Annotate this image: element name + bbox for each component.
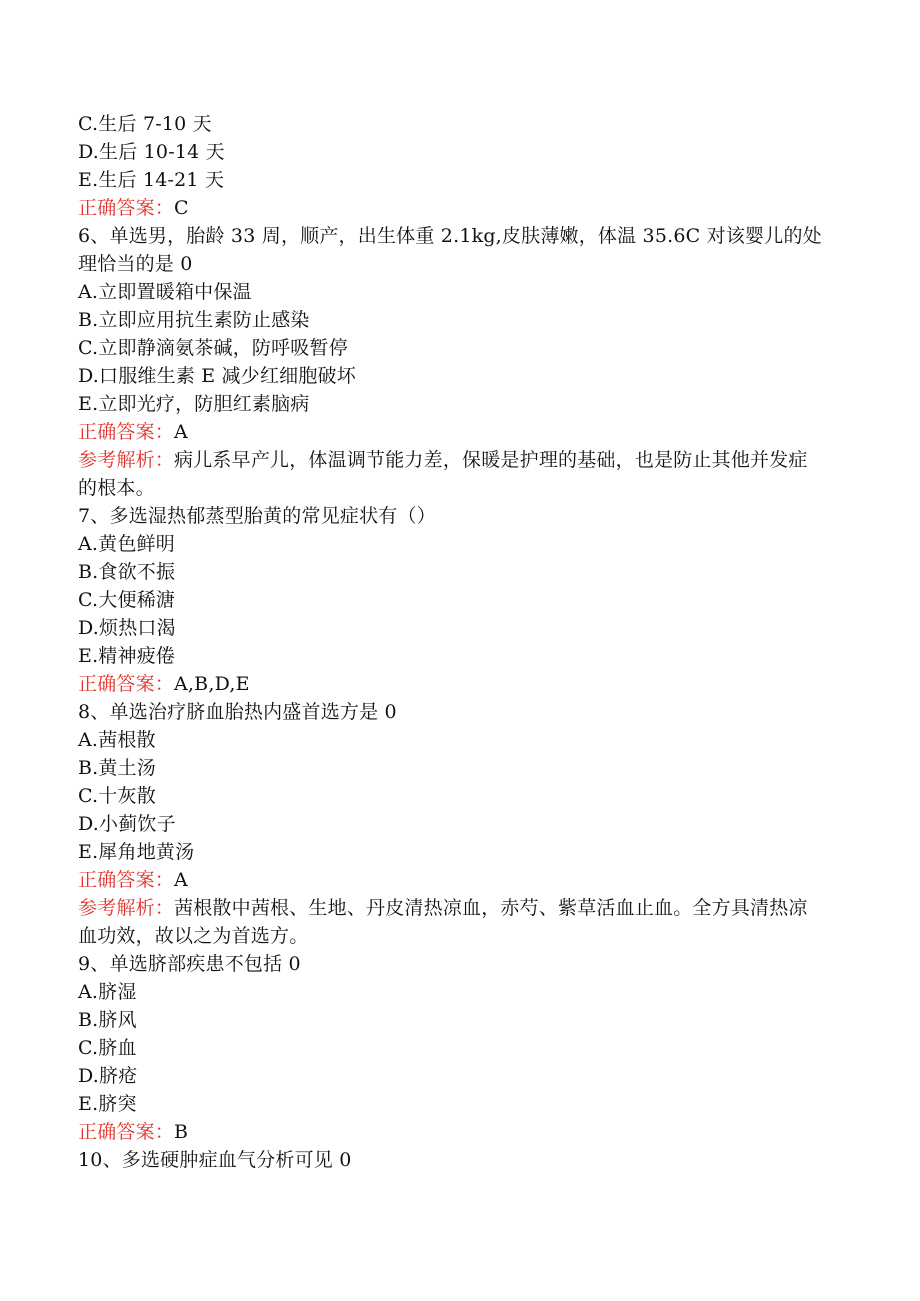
option-d-q7: D.烦热口渴 xyxy=(78,617,176,639)
document-page xyxy=(78,110,838,1174)
analysis-q8 xyxy=(78,894,823,950)
answer-q6 xyxy=(78,418,838,446)
answer-label: 正确答案： xyxy=(78,673,175,695)
option-b-q6: B.立即应用抗生素防止感染 xyxy=(78,309,310,331)
answer-label: 正确答案： xyxy=(78,197,175,219)
answer-value: C xyxy=(174,197,189,219)
option-a-q7: A.黄色鲜明 xyxy=(78,533,175,555)
analysis-label: 参考解析： xyxy=(78,449,175,471)
answer-q9 xyxy=(78,1118,838,1146)
answer-label: 正确答案： xyxy=(78,421,175,443)
option-a-q6: A.立即置暖箱中保温 xyxy=(78,281,252,303)
analysis-text: 茜根散中茜根、生地、丹皮清热凉血，赤芍、紫草活血止血。全方具清热凉血功效，故以之为首选方。 xyxy=(78,897,808,947)
option-c-q6: C.立即静滴氨茶碱，防呼吸暂停 xyxy=(78,337,348,359)
option-e-q5: E.生后 14-21 天 xyxy=(78,169,225,191)
option-c-q5: C.生后 7-10 天 xyxy=(78,113,212,135)
question-9: 9、单选脐部疾患不包括 0 xyxy=(78,953,301,975)
answer-value: A xyxy=(174,869,188,891)
question-7: 7、多选湿热郁蒸型胎黄的常见症状有（） xyxy=(78,505,436,527)
option-b-q9: B.脐风 xyxy=(78,1009,137,1031)
option-d-q8: D.小蓟饮子 xyxy=(78,813,176,835)
option-e-q7: E.精神疲倦 xyxy=(78,645,176,667)
answer-q5 xyxy=(78,194,838,222)
option-d-q9: D.脐疮 xyxy=(78,1065,138,1087)
option-a-q8: A.茜根散 xyxy=(78,729,156,751)
option-e-q6: E.立即光疗，防胆红素脑病 xyxy=(78,393,310,415)
answer-value: B xyxy=(174,1121,189,1143)
option-d-q5: D.生后 10-14 天 xyxy=(78,141,225,163)
analysis-q6 xyxy=(78,446,823,502)
option-c-q8: C.十灰散 xyxy=(78,785,156,807)
analysis-text: 病儿系早产儿，体温调节能力差，保暖是护理的基础，也是防止其他并发症的根本。 xyxy=(78,449,808,499)
question-8: 8、单选治疗脐血胎热内盛首选方是 0 xyxy=(78,701,397,723)
option-a-q9: A.脐湿 xyxy=(78,981,137,1003)
answer-label: 正确答案： xyxy=(78,869,175,891)
option-b-q8: B.黄土汤 xyxy=(78,757,157,779)
option-d-q6: D.口服维生素 E 减少红细胞破坏 xyxy=(78,365,356,387)
question-10: 10、多选硬肿症血气分析可见 0 xyxy=(78,1149,352,1171)
option-e-q9: E.脐突 xyxy=(78,1093,137,1115)
answer-value: A xyxy=(174,421,188,443)
option-b-q7: B.食欲不振 xyxy=(78,561,176,583)
analysis-label: 参考解析： xyxy=(78,897,175,919)
option-c-q7: C.大便稀溏 xyxy=(78,589,176,611)
answer-value: A,B,D,E xyxy=(174,673,250,695)
answer-q7 xyxy=(78,670,838,698)
option-c-q9: C.脐血 xyxy=(78,1037,137,1059)
answer-q8 xyxy=(78,866,838,894)
option-e-q8: E.犀角地黄汤 xyxy=(78,841,195,863)
answer-label: 正确答案： xyxy=(78,1121,175,1143)
question-6: 6、单选男，胎龄 33 周，顺产，出生体重 2.1kg,皮肤薄嫩，体温 35.6C 对该婴儿的处理恰当的是 0 xyxy=(78,225,822,275)
